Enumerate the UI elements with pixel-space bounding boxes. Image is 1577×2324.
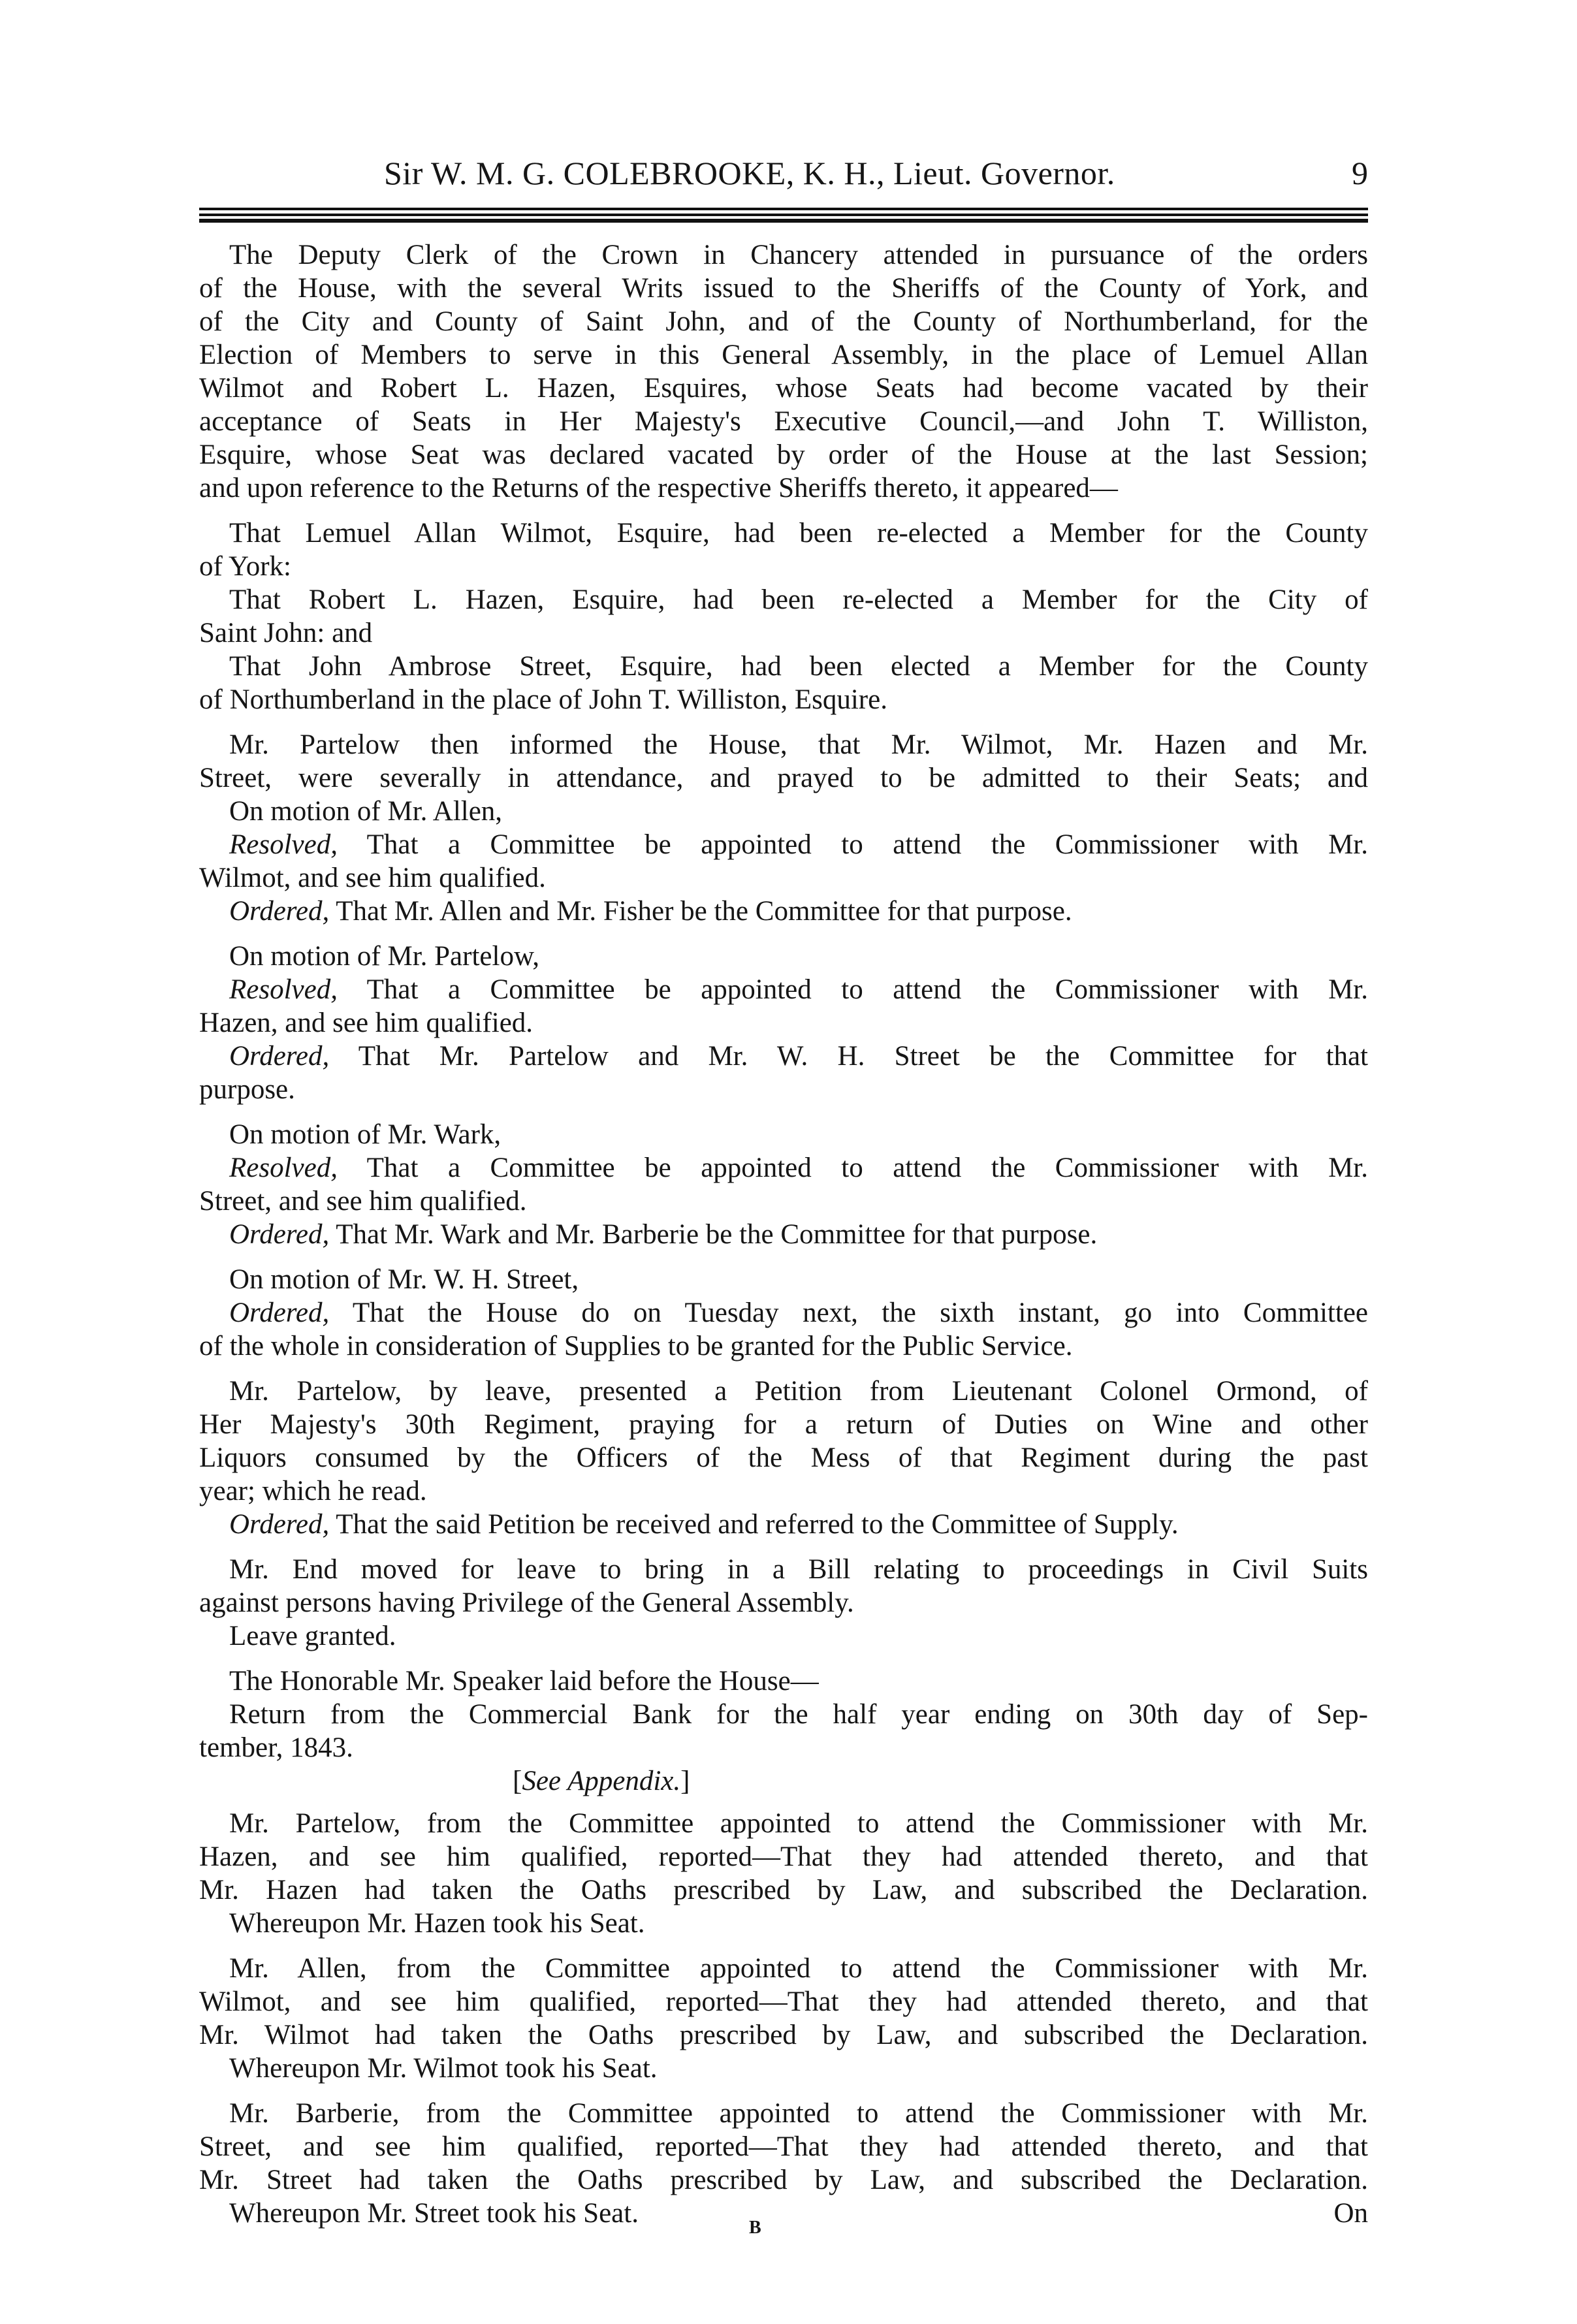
text-line: Esquire, whose Seat was declared vacated by order of the House at the last Session; xyxy=(199,439,1368,470)
text-line: purpose. xyxy=(199,1074,295,1105)
text-line: of York: xyxy=(199,551,291,582)
text-line: Return from the Commercial Bank for the half year ending on 30th day of Sep- xyxy=(229,1699,1368,1730)
text-line: On motion of Mr. W. H. Street, xyxy=(229,1264,579,1295)
paragraph-wilmot-report xyxy=(199,1952,1368,2085)
text-line: Whereupon Mr. Wilmot took his Seat. xyxy=(229,2053,658,2084)
text-line: On motion of Mr. Wark, xyxy=(229,1119,502,1150)
resolution-line xyxy=(199,973,1368,1006)
page-number: 9 xyxy=(1352,155,1368,191)
ordered-label: Ordered, xyxy=(229,1509,330,1540)
text-line: Mr. Hazen had taken the Oaths prescribed by Law, and subscribed the Declaration. xyxy=(199,1875,1368,1905)
paragraph-speaker-return xyxy=(199,1664,1368,1798)
ordered-label: Ordered, xyxy=(229,1219,330,1250)
text-line: That Robert L. Hazen, Esquire, had been re-elected a Member for the City of xyxy=(229,584,1368,615)
header-rule xyxy=(199,208,1368,223)
text-line: of the whole in consideration of Supplies to be granted for the Public Service. xyxy=(199,1331,1073,1361)
order-text: That the House do on Tuesday next, the sixth instant, go into Committee xyxy=(329,1297,1368,1328)
order-line xyxy=(199,1508,1368,1541)
text-line: Hazen, and see him qualified, reported—That they had attended thereto, and that xyxy=(199,1841,1368,1872)
paragraph-wark-motion xyxy=(199,1118,1368,1251)
text-line: Wilmot and Robert L. Hazen, Esquires, whose Seats had become vacated by their xyxy=(199,373,1368,404)
text-line: That John Ambrose Street, Esquire, had been elected a Member for the County xyxy=(229,651,1368,682)
header-title: Sir W. M. G. COLEBROOKE, K. H., Lieut. Governor. xyxy=(384,155,1115,191)
bracket: ] xyxy=(680,1766,690,1796)
appendix-label: See Appendix. xyxy=(522,1766,681,1796)
resolution-text: That a Committee be appointed to attend the Commissioner with Mr. xyxy=(337,1153,1368,1183)
text-line: of the House, with the several Writs issued to the Sheriffs of the County of York, and xyxy=(199,273,1368,304)
order-text: That Mr. Allen and Mr. Fisher be the Committee for that purpose. xyxy=(329,896,1072,927)
text-line: Mr. Wilmot had taken the Oaths prescribed by Law, and subscribed the Declaration. xyxy=(199,2020,1368,2050)
ordered-label: Ordered, xyxy=(229,1297,330,1328)
paragraph-partelow-motion xyxy=(199,940,1368,1106)
ordered-label: Ordered, xyxy=(229,1041,330,1072)
order-line xyxy=(199,1296,1368,1329)
text-line: acceptance of Seats in Her Majesty's Executive Council,—and John T. Williston, xyxy=(199,406,1368,437)
paragraph-petition xyxy=(199,1375,1368,1541)
text-line: On motion of Mr. Allen, xyxy=(229,796,503,827)
paragraph-street-report xyxy=(199,2097,1368,2230)
paragraph-street-motion xyxy=(199,1263,1368,1363)
text-line: Street, were severally in attendance, and prayed to be admitted to their Seats; and xyxy=(199,763,1368,793)
text-line: Mr. Allen, from the Committee appointed to attend the Commissioner with Mr. xyxy=(229,1953,1368,1984)
text-line: against persons having Privilege of the General Assembly. xyxy=(199,1587,854,1618)
text-line: year; which he read. xyxy=(199,1476,427,1506)
text-line: Leave granted. xyxy=(229,1621,396,1651)
text-line: Wilmot, and see him qualified. xyxy=(199,863,546,893)
order-line xyxy=(199,895,1368,928)
text-line: Whereupon Mr. Street took his Seat. xyxy=(229,2198,639,2229)
paragraph-bill xyxy=(199,1553,1368,1653)
text-line: of Northumberland in the place of John T. Williston, Esquire. xyxy=(199,684,887,715)
resolution-line xyxy=(199,828,1368,861)
resolution-text: That a Committee be appointed to attend the Commissioner with Mr. xyxy=(337,974,1368,1005)
order-text: That Mr. Partelow and Mr. W. H. Street be the Committee for that xyxy=(329,1041,1368,1072)
signature-mark: B xyxy=(749,2218,761,2238)
last-line-with-catchword xyxy=(199,2197,1368,2230)
text-line: The Honorable Mr. Speaker laid before the House— xyxy=(229,1666,819,1696)
resolved-label: Resolved, xyxy=(229,829,338,860)
running-header xyxy=(199,154,1368,200)
text-line: and upon reference to the Returns of the respective Sheriffs thereto, it appeared— xyxy=(199,473,1118,503)
paragraph-elections xyxy=(199,517,1368,716)
resolved-label: Resolved, xyxy=(229,1153,338,1183)
text-line: Street, and see him qualified. xyxy=(199,1186,527,1217)
text-line: Mr. Partelow, from the Committee appointed to attend the Commissioner with Mr. xyxy=(229,1808,1368,1839)
text-line: Whereupon Mr. Hazen took his Seat. xyxy=(229,1908,645,1939)
order-text: That Mr. Wark and Mr. Barberie be the Committee for that purpose. xyxy=(329,1219,1098,1250)
order-line xyxy=(199,1040,1368,1073)
appendix-reference xyxy=(199,1764,1368,1798)
text-line: Liquors consumed by the Officers of the Mess of that Regiment during the past xyxy=(199,1442,1368,1473)
text-line: Wilmot, and see him qualified, reported—That they had attended thereto, and that xyxy=(199,1986,1368,2017)
catchword: On xyxy=(1333,2198,1368,2229)
text-line: Mr. End moved for leave to bring in a Bill relating to proceedings in Civil Suits xyxy=(229,1554,1368,1585)
text-line: Election of Members to serve in this General Assembly, in the place of Lemuel Allan xyxy=(199,340,1368,370)
paragraph-hazen-report xyxy=(199,1807,1368,1940)
text-line: of the City and County of Saint John, and of the County of Northumberland, for the xyxy=(199,306,1368,337)
text-line: Her Majesty's 30th Regiment, praying for a return of Duties on Wine and other xyxy=(199,1409,1368,1440)
text-line: Mr. Partelow, by leave, presented a Petition from Lieutenant Colonel Ormond, of xyxy=(229,1376,1368,1407)
text-line: tember, 1843. xyxy=(199,1732,353,1763)
text-line: That Lemuel Allan Wilmot, Esquire, had been re-elected a Member for the County xyxy=(229,518,1368,549)
text-line: Saint John: and xyxy=(199,618,373,648)
text-line: On motion of Mr. Partelow, xyxy=(229,941,539,972)
text-line: Hazen, and see him qualified. xyxy=(199,1008,534,1038)
resolution-text: That a Committee be appointed to attend the Commissioner with Mr. xyxy=(337,829,1368,860)
paragraph-attendance xyxy=(199,728,1368,928)
order-text: That the said Petition be received and referred to the Committee of Supply. xyxy=(329,1509,1179,1540)
text-line: Mr. Barberie, from the Committee appointed to attend the Commissioner with Mr. xyxy=(229,2098,1368,2129)
text-line: Mr. Partelow then informed the House, that Mr. Wilmot, Mr. Hazen and Mr. xyxy=(229,729,1368,760)
resolved-label: Resolved, xyxy=(229,974,338,1005)
text-line: Mr. Street had taken the Oaths prescribed by Law, and subscribed the Declaration. xyxy=(199,2165,1368,2195)
paragraph-writs xyxy=(199,238,1368,505)
ordered-label: Ordered, xyxy=(229,896,330,927)
resolution-line xyxy=(199,1151,1368,1185)
order-line xyxy=(199,1218,1368,1251)
bracket: [ xyxy=(513,1766,522,1796)
journal-body xyxy=(199,238,1368,2230)
text-line: Street, and see him qualified, reported—That they had attended thereto, and that xyxy=(199,2131,1368,2162)
text-line: The Deputy Clerk of the Crown in Chancery attended in pursuance of the orders xyxy=(229,240,1368,270)
